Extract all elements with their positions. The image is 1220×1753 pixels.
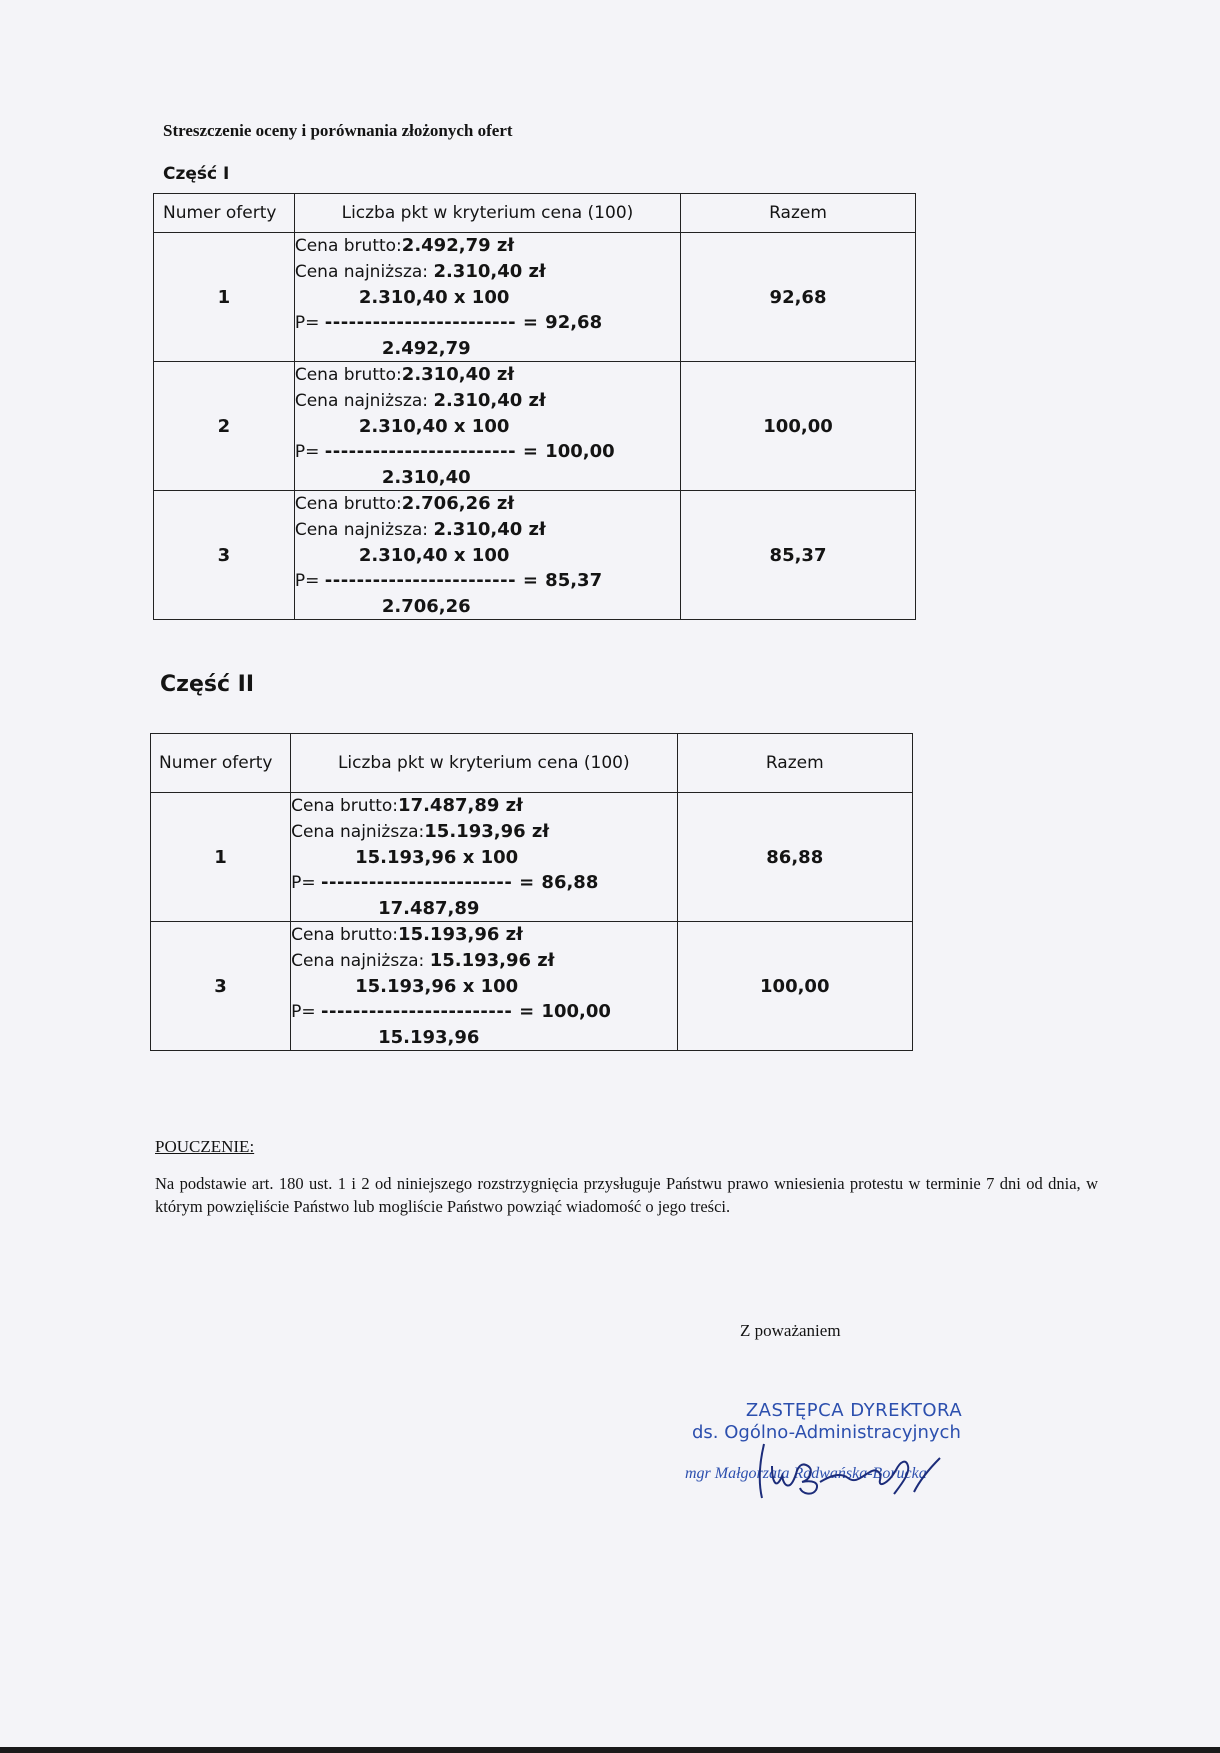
instruction-text: Na podstawie art. 180 ust. 1 i 2 od niniejszego rozstrzygnięcia przysługuje Państwu prawo wniesienia protestu w terminie 7 dni od dnia, w którym powzięliście Państwo lub mogliście Państwo powziąć wiadomość o jego treści. [155,1174,1098,1216]
lowest-price: 15.193,96 zł [429,950,555,971]
gross-price-label: Cena brutto: [294,236,402,256]
gross-price-label: Cena brutto: [294,365,402,385]
lowest-price-label: Cena najniższa: [294,520,434,540]
gross-price: 2.310,40 zł [401,364,515,385]
formula-denominator: 17.487,89 [378,898,480,919]
formula-denominator: 2.706,26 [381,596,471,617]
lowest-price-label: Cena najniższa: [291,951,430,971]
total-score: 92,68 [681,233,916,362]
p-label: P= [294,313,325,333]
gross-price: 2.492,79 zł [401,235,515,256]
lowest-price-label: Cena najniższa: [291,822,425,842]
table-row [151,793,913,922]
gross-price-label: Cena brutto: [291,925,399,945]
closing-phrase: Z poważaniem [740,1321,841,1340]
formula-result: 92,68 [545,312,603,333]
offer-number: 2 [154,362,295,491]
formula-numerator: 15.193,96 x 100 [355,847,519,868]
header-offer-number: Numer oferty [154,194,295,233]
part-1-title: Część I [163,164,230,184]
stamp-subtitle: ds. Ogólno-Administracyjnych [692,1422,961,1443]
formula-denominator: 15.193,96 [378,1027,480,1048]
lowest-price-label: Cena najniższa: [294,262,434,282]
formula-denominator: 2.492,79 [381,338,471,359]
formula-numerator: 15.193,96 x 100 [355,976,519,997]
table-row [151,922,913,1051]
gross-price: 17.487,89 zł [398,795,523,816]
header-offer-number: Numer oferty [151,734,291,793]
lowest-price-label: Cena najniższa: [294,391,434,411]
formula-numerator: 2.310,40 x 100 [358,545,510,566]
p-label: P= [294,571,325,591]
stamp-name: mgr Małgorzata Radwańska-Borucka [685,1465,927,1482]
part-2-title: Część II [160,672,255,697]
header-price-points: Liczba pkt w kryterium cena (100) [291,734,677,793]
total-score: 86,88 [677,793,913,922]
p-label: P= [294,442,325,462]
handwritten-signature [750,1436,960,1506]
total-score: 85,37 [681,491,916,620]
fraction-line: ------------------------ = [324,570,546,591]
price-calculation [291,793,677,922]
fraction-line: ------------------------ = [321,1001,542,1022]
offer-number: 3 [154,491,295,620]
offer-number: 1 [154,233,295,362]
offer-number: 1 [151,793,291,922]
gross-price-label: Cena brutto: [294,494,402,514]
offer-number: 3 [151,922,291,1051]
page-bottom-edge [0,1747,1220,1753]
table-row [154,491,916,620]
table-header-row [151,734,913,793]
lowest-price: 2.310,40 zł [433,519,546,540]
document-title: Streszczenie oceny i porównania złożonych ofert [163,121,513,140]
part-1-table [153,193,916,620]
fraction-line: ------------------------ = [321,872,542,893]
fraction-line: ------------------------ = [324,441,546,462]
total-score: 100,00 [681,362,916,491]
fraction-line: ------------------------ = [324,312,546,333]
table-header-row [154,194,916,233]
header-price-points: Liczba pkt w kryterium cena (100) [294,194,680,233]
gross-price-label: Cena brutto: [291,796,399,816]
header-total: Razem [681,194,916,233]
part-2-table [150,733,913,1051]
gross-price: 15.193,96 zł [398,924,523,945]
p-label: P= [291,1002,321,1022]
table-row [154,233,916,362]
price-calculation [294,233,680,362]
formula-numerator: 2.310,40 x 100 [358,416,510,437]
formula-result: 100,00 [541,1001,611,1022]
p-label: P= [291,873,321,893]
instruction-heading: POUCZENIE: [155,1137,255,1156]
gross-price: 2.706,26 zł [401,493,515,514]
price-calculation [291,922,677,1051]
lowest-price: 15.193,96 zł [424,821,550,842]
price-calculation [294,362,680,491]
formula-numerator: 2.310,40 x 100 [358,287,510,308]
table-row [154,362,916,491]
formula-result: 100,00 [545,441,615,462]
lowest-price: 2.310,40 zł [433,390,546,411]
price-calculation [294,491,680,620]
total-score: 100,00 [677,922,913,1051]
formula-result: 86,88 [541,872,599,893]
header-total: Razem [677,734,913,793]
formula-denominator: 2.310,40 [381,467,471,488]
formula-result: 85,37 [545,570,603,591]
lowest-price: 2.310,40 zł [433,261,546,282]
stamp-title: ZASTĘPCA DYREKTORA [745,1400,963,1421]
